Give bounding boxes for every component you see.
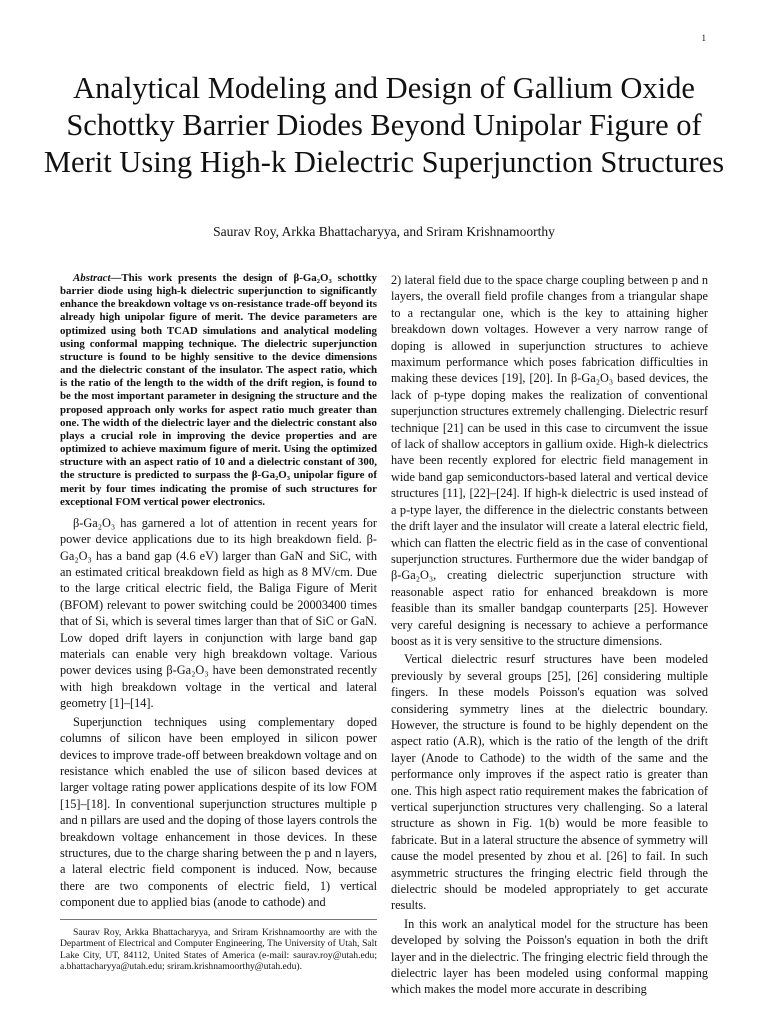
page-number: 1 <box>701 33 706 43</box>
body-paragraph: Vertical dielectric resurf structures have been modeled previously by several groups [25], [26] considering multiple fingers. In these models Poisson's equation was solved considering symmetry lines at the dielectric boundary. However, the structure is found to be highly dependent on the aspect ratio (A.R), which is the ratio of the length of the drift layer (Anode to Cathode) to the width of the same and the performance only improves if the aspect ratio is greater than one. This high aspect ratio requirement makes the fabrication of vertical superjunction structures very challenging. So a lateral structure as shown in Fig. 1(b) would be more feasible to fabricate. But in a lateral structure the absence of symmetry will cause the model presented by zhou et al. [26] to fail. In such asymmetric structures the fringing electric field through the dielectric should be modeled appropriately to get accurate results. <box>391 652 708 913</box>
paper-title: Analytical Modeling and Design of Gallium Oxide Schottky Barrier Diodes Beyond Unipolar Figure of Merit Using High-k Dielectric Superjunction Structures <box>43 71 725 179</box>
left-column <box>60 272 377 973</box>
affiliation-footnote <box>60 927 377 973</box>
body-paragraph: β-Ga₂O₃ has garnered a lot of attention in recent years for power device applications due to its high breakdown field. β-Ga₂O₃ has a band gap (4.6 eV) larger than GaN and SiC, with an estimated critical breakdown field as high as 8 MV/cm. Due to the large critical electric field, the Baliga Figure of Merit (BFOM) relevant to power switching could be 20003400 times that of Si, which is several times larger than that of SiC or GaN. Low doped drift layers in conjunction with large band gap materials can enable very high breakdown voltage. Various power devices using β-Ga₂O₃ have been demonstrated recently with high breakdown voltage in the vertical and lateral geometry [1]–[14]. <box>60 515 377 711</box>
abstract <box>60 272 377 509</box>
author-list: Saurav Roy, Arkka Bhattacharyya, and Sriram Krishnamoorthy <box>213 224 555 239</box>
abstract-label: Abstract <box>73 272 111 284</box>
abstract-text: —This work presents the design of β-Ga₂O₃ schottky barrier diode using high-k dielectric superjunction to significantly enhance the breakdown voltage vs on-resistance trade-off beyond its already high unipolar figure of merit. The device parameters are optimized using both TCAD simulations and analytical modeling using conformal mapping technique. The dielectric superjunction structure is found to be highly sensitive to the device dimensions and the dielectric constant of the insulator. The aspect ratio, which is the ratio of the length to the width of the drift region, is found to be the most important parameter in designing the structure and the proposed approach only works for aspect ratio much greater than one. The width of the dielectric layer and the dielectric constant also plays a crucial role in improving the device properties and are optimized to achieve maximum figure of merit. Using the optimized structure with an aspect ratio of 10 and a dielectric constant of 300, the structure is predicted to surpass the β-Ga₂O₃ unipolar figure of merit by four times indicating the promise of such structures for exceptional FOM vertical power electronics. <box>60 272 377 508</box>
body-paragraph: 2) lateral field due to the space charge coupling between p and n layers, the overall field profile changes from a triangular shape to a rectangular one, which is the key to attaining higher breakdown down voltages. However a very narrow range of doping is allowed in superjunction structures to achieve maximum performance which poses fabrication difficulties in making these devices [19], [20]. In β-Ga₂O₃ based devices, the lack of p-type doping makes the realization of conventional superjunction structures extremely challenging. Dielectric resurf technique [21] can be used in this case to circumvent the issue of lack of shallow acceptors in gallium oxide. High-k dielectrics have been recently explored for electric field management in wide band gap semiconductors-based lateral and vertical device structures [11], [22]–[24]. If high-k dielectric is used instead of a p-type layer, the difference in the dielectric constants between the drift layer and the insulator will create a lateral electric field, which can flatten the electric field as in the case of conventional superjunction structures. Furthermore due the wider bandgap of β-Ga₂O₃, creating dielectric superjunction structure with reasonable aspect ratio for enhanced breakdown is more feasible than its smaller bandgap counterparts [25]. However very careful designing is necessary to achieve a performance boost as it is very sensitive to the structure dimensions. <box>391 273 708 648</box>
footnote-divider <box>60 919 377 920</box>
body-paragraph: In this work an analytical model for the structure has been developed by solving the Poisson's equation in both the drift layer and in the dielectric. The fringing electric field through the dielectric layer has been modeled using conformal mapping which makes the model more accurate in describing <box>391 916 708 997</box>
footnote-text: Saurav Roy, Arkka Bhattacharyya, and Sriram Krishnamoorthy are with the Department of Electrical and Computer Engineering, The University of Utah, Salt Lake City, UT, 84112, United States of America (e-mail: saurav.roy@utah.edu; a.bhattacharyya@utah.edu; sriram.krishnamoorthy@utah.edu). <box>60 926 377 973</box>
body-paragraph: Superjunction techniques using complementary doped columns of silicon have been employed in silicon power devices to improve trade-off between breakdown voltage and on resistance which enabled the use of silicon based devices at larger voltage rating power applications despite of its low FOM [15]–[18]. In conventional superjunction structures multiple p and n pillars are used and the doping of those layers controls the breakdown voltage enhancement in those devices. In these structures, due to the charge sharing between the p and n layers, a lateral electric field component is induced. Now, because there are two components of electric field, 1) vertical component due to applied bias (anode to cathode) and <box>60 714 377 910</box>
right-column <box>391 272 708 1000</box>
